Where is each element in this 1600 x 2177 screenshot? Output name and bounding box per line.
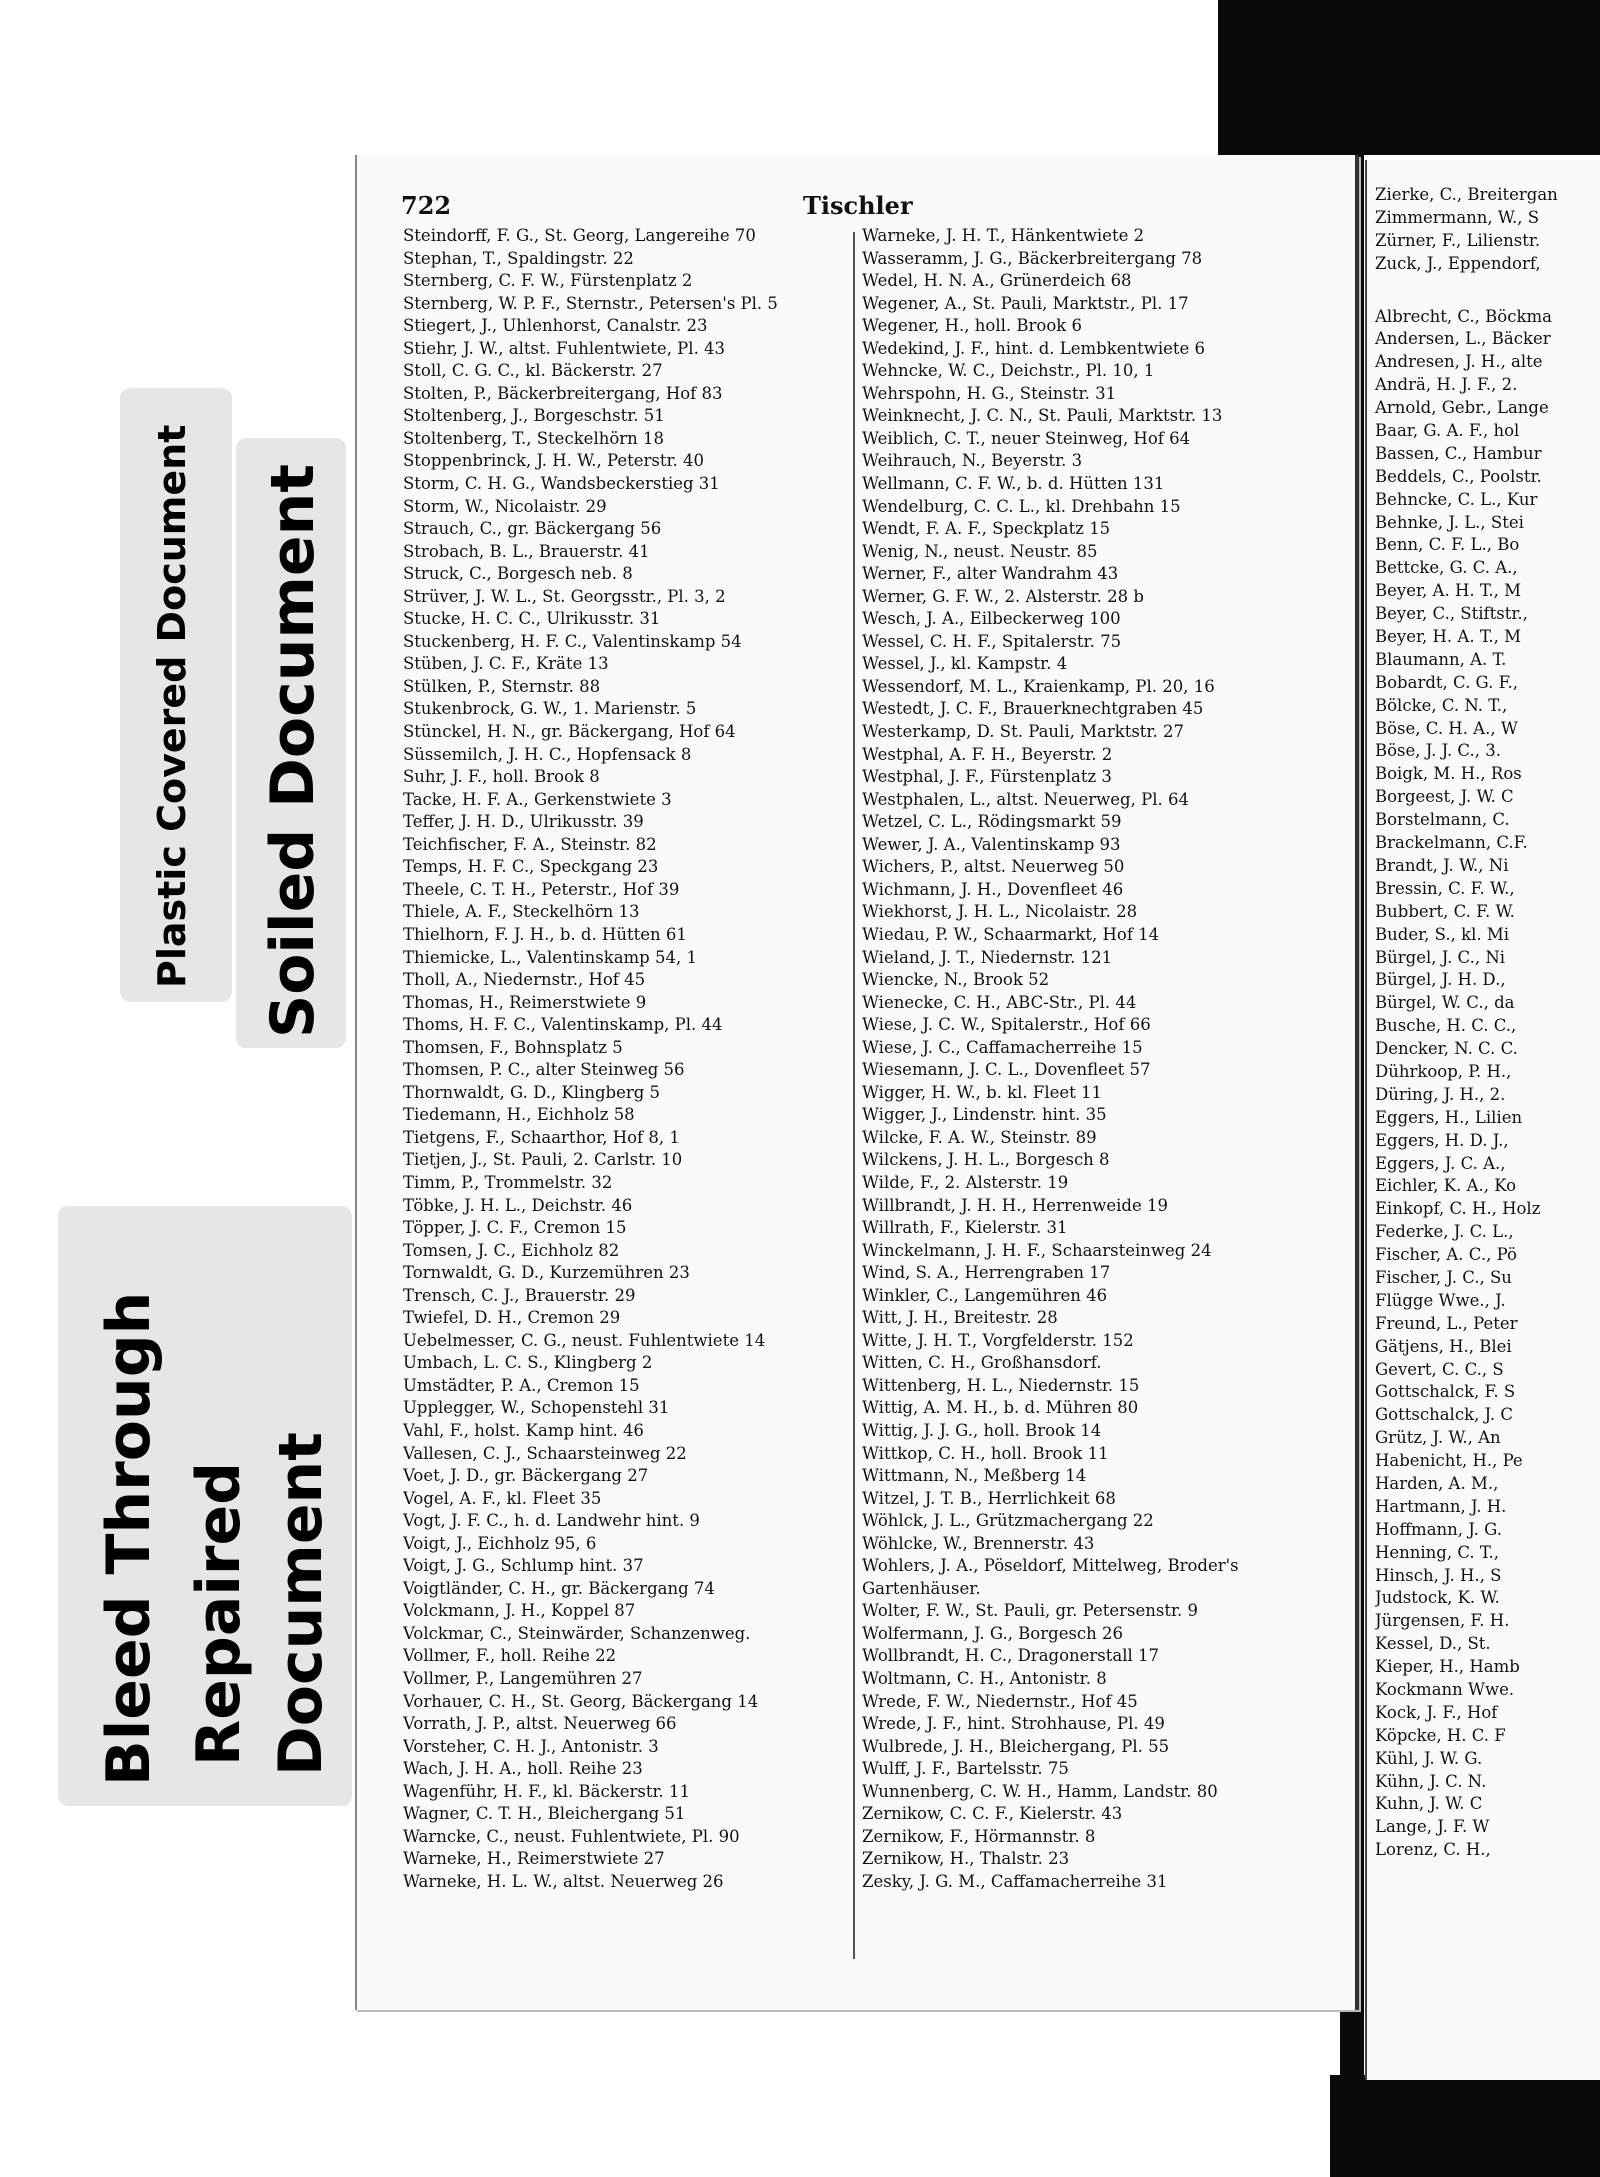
directory-entry: Thomas, H., Reimerstwiete 9 xyxy=(403,992,647,1012)
next-page-entry: Henning, C. T., xyxy=(1375,1542,1499,1562)
directory-entry: Struck, C., Borgesch neb. 8 xyxy=(403,564,633,584)
next-page-entry: Kuhn, J. W. C xyxy=(1375,1794,1483,1814)
next-page-entry: Freund, L., Peter xyxy=(1375,1313,1518,1333)
directory-entry: Wessel, J., kl. Kampstr. 4 xyxy=(862,654,1068,674)
directory-entry: Wegener, A., St. Pauli, Marktstr., Pl. 17 xyxy=(862,293,1189,313)
directory-entry: Wichers, P., altst. Neuerweg 50 xyxy=(862,857,1125,877)
directory-entry: Wohlers, J. A., Pöseldorf, Mittelweg, Broder's xyxy=(862,1556,1239,1576)
directory-entry: Wind, S. A., Herrengraben 17 xyxy=(862,1263,1111,1283)
bleed-repaired-label-card xyxy=(58,1206,352,1806)
next-page-entry: Federke, J. C. L., xyxy=(1375,1222,1514,1242)
directory-entry: Strobach, B. L., Brauerstr. 41 xyxy=(403,541,650,561)
directory-entry: Vallesen, C. J., Schaarsteinweg 22 xyxy=(403,1443,687,1463)
directory-entry: Stoll, C. G. C., kl. Bäckerstr. 27 xyxy=(403,361,663,381)
directory-entry: Wiencke, N., Brook 52 xyxy=(862,970,1050,990)
next-page-entry: Gätjens, H., Blei xyxy=(1375,1336,1512,1356)
directory-entry: Wetzel, C. L., Rödingsmarkt 59 xyxy=(862,812,1122,832)
next-page-entry: Harden, A. M., xyxy=(1375,1473,1499,1493)
next-page-entry: Bölcke, C. N. T., xyxy=(1375,695,1508,715)
directory-entry: Vollmer, F., holl. Reihe 22 xyxy=(403,1646,617,1666)
directory-entry: Westphal, A. F. H., Beyerstr. 2 xyxy=(862,744,1113,764)
directory-entry: Wrede, F. W., Niedernstr., Hof 45 xyxy=(862,1691,1138,1711)
directory-entry: Voigt, J. G., Schlump hint. 37 xyxy=(403,1556,644,1576)
next-page-entry: Bürgel, J. C., Ni xyxy=(1375,947,1506,967)
next-page-entry: Flügge Wwe., J. xyxy=(1375,1290,1506,1310)
directory-entry: Wach, J. H. A., holl. Reihe 23 xyxy=(403,1759,643,1779)
directory-entry: Stülken, P., Sternstr. 88 xyxy=(403,676,601,696)
directory-entry: Wedekind, J. F., hint. d. Lembkentwiete 6 xyxy=(862,338,1206,358)
directory-entry: Stolten, P., Bäckerbreitergang, Hof 83 xyxy=(403,383,723,403)
directory-entry: Trensch, C. J., Brauerstr. 29 xyxy=(403,1285,636,1305)
bleed-through-label: Bleed Through xyxy=(94,1291,164,1786)
repaired-label: Repaired xyxy=(184,1461,254,1766)
next-page-entry: Benn, C. F. L., Bo xyxy=(1375,535,1520,555)
next-page-entry: Beyer, H. A. T., M xyxy=(1375,627,1522,647)
next-page-entry: Albrecht, C., Böckma xyxy=(1375,306,1552,326)
next-page-entry: Hartmann, J. H. xyxy=(1375,1496,1507,1516)
next-page-entry: Zimmermann, W., S xyxy=(1375,207,1540,227)
next-page-entry: Borgeest, J. W. C xyxy=(1375,787,1514,807)
next-page-entry: Zürner, F., Lilienstr. xyxy=(1375,230,1541,250)
directory-entry: Gartenhäuser. xyxy=(862,1578,981,1598)
next-page-entry: Bürgel, J. H. D., xyxy=(1375,970,1506,990)
directory-entry: Wasseramm, J. G., Bäckerbreitergang 78 xyxy=(862,248,1203,268)
repaired-document-label: Document xyxy=(266,1432,336,1776)
directory-entry: Twiefel, D. H., Cremon 29 xyxy=(403,1308,621,1328)
directory-entry: Wesch, J. A., Eilbeckerweg 100 xyxy=(862,609,1121,629)
next-page-entry: Hoffmann, J. G. xyxy=(1375,1519,1502,1539)
directory-entry: Stoppenbrinck, J. H. W., Peterstr. 40 xyxy=(403,451,705,471)
directory-entry: Teichfischer, F. A., Steinstr. 82 xyxy=(403,834,657,854)
page-number: 722 xyxy=(401,191,452,220)
right-entry-column xyxy=(862,225,1239,1893)
next-page-entry: Bassen, C., Hambur xyxy=(1375,443,1542,463)
next-page-column xyxy=(1375,184,1558,1862)
next-page-entry: Dührkoop, P. H., xyxy=(1375,1061,1512,1081)
directory-entry: Wöhlcke, W., Brennerstr. 43 xyxy=(862,1533,1095,1553)
directory-entry: Volckmar, C., Steinwärder, Schanzenweg. xyxy=(403,1623,751,1643)
directory-entry: Tietgens, F., Schaarthor, Hof 8, 1 xyxy=(403,1127,680,1147)
soiled-label-card xyxy=(236,438,346,1048)
directory-entry: Zernikow, C. C. F., Kielerstr. 43 xyxy=(862,1804,1123,1824)
directory-entry: Wittig, J. J. G., holl. Brook 14 xyxy=(862,1420,1102,1440)
directory-entry: Westerkamp, D. St. Pauli, Marktstr. 27 xyxy=(862,722,1184,742)
next-page-entry: Eichler, K. A., Ko xyxy=(1375,1176,1517,1196)
directory-entry: Stünckel, H. N., gr. Bäckergang, Hof 64 xyxy=(403,722,736,742)
next-page-entry: Kock, J. F., Hof xyxy=(1375,1702,1498,1722)
next-page-entry: Jürgensen, F. H. xyxy=(1375,1611,1510,1631)
directory-entry: Thoms, H. F. C., Valentinskamp, Pl. 44 xyxy=(403,1015,723,1035)
next-page-entry: Beyer, A. H. T., M xyxy=(1375,581,1522,601)
directory-entry: Stüben, J. C. F., Kräte 13 xyxy=(403,654,609,674)
directory-entry: Storm, W., Nicolaistr. 29 xyxy=(403,496,607,516)
directory-entry: Wiese, J. C. W., Spitalerstr., Hof 66 xyxy=(862,1015,1151,1035)
next-page-entry: Bobardt, C. G. F., xyxy=(1375,672,1519,692)
next-page-entry: Einkopf, C. H., Holz xyxy=(1375,1199,1541,1219)
directory-entry: Willrath, F., Kielerstr. 31 xyxy=(862,1218,1068,1238)
next-page-entry: Bettcke, G. C. A., xyxy=(1375,558,1518,578)
directory-entry: Umstädter, P. A., Cremon 15 xyxy=(403,1375,640,1395)
directory-entry: Wittenberg, H. L., Niedernstr. 15 xyxy=(862,1375,1140,1395)
next-page-entry: Habenicht, H., Pe xyxy=(1375,1451,1523,1471)
directory-entry: Töbke, J. H. L., Deichstr. 46 xyxy=(403,1195,633,1215)
next-page-entry: Andrä, H. J. F., 2. xyxy=(1375,375,1518,395)
directory-entry: Stoltenberg, J., Borgeschstr. 51 xyxy=(403,406,665,426)
next-page-entry: Lorenz, C. H., xyxy=(1375,1840,1491,1860)
next-page-entry: Dencker, N. C. C. xyxy=(1375,1039,1518,1059)
next-page-entry xyxy=(1375,276,1558,306)
directory-entry: Wienecke, C. H., ABC-Str., Pl. 44 xyxy=(862,992,1137,1012)
directory-entry: Wewer, J. A., Valentinskamp 93 xyxy=(862,834,1121,854)
next-page-entry: Andersen, L., Bäcker xyxy=(1375,329,1551,349)
directory-entry: Steindorff, F. G., St. Georg, Langereihe 70 xyxy=(403,226,756,245)
directory-entry: Stuckenberg, H. F. C., Valentinskamp 54 xyxy=(403,631,742,651)
directory-entry: Tiedemann, H., Eichholz 58 xyxy=(403,1105,635,1125)
directory-entry: Westedt, J. C. F., Brauerknechtgraben 45 xyxy=(862,699,1204,719)
directory-entry: Volckmann, J. H., Koppel 87 xyxy=(403,1601,636,1621)
soiled-label: Soiled Document xyxy=(258,463,328,1038)
next-page-entry: Borstelmann, C. xyxy=(1375,810,1510,830)
directory-entry: Strüver, J. W. L., St. Georgsstr., Pl. 3, 2 xyxy=(403,586,726,606)
left-entry-column xyxy=(403,225,778,1893)
directory-entry: Zesky, J. G. M., Caffamacherreihe 31 xyxy=(862,1871,1168,1891)
directory-entry: Süssemilch, J. H. C., Hopfensack 8 xyxy=(403,744,692,764)
directory-entry: Wiedau, P. W., Schaarmarkt, Hof 14 xyxy=(862,924,1160,944)
scan-border-bottom xyxy=(1330,2075,1600,2177)
directory-entry: Wigger, H. W., b. kl. Fleet 11 xyxy=(862,1082,1103,1102)
directory-entry: Witte, J. H. T., Vorgfelderstr. 152 xyxy=(862,1330,1134,1350)
next-page-entry: Kockmann Wwe. xyxy=(1375,1680,1515,1699)
directory-entry: Wenig, N., neust. Neustr. 85 xyxy=(862,541,1098,561)
next-page-entry: Böse, C. H. A., W xyxy=(1375,718,1518,738)
directory-entry: Wiese, J. C., Caffamacherreihe 15 xyxy=(862,1037,1143,1057)
directory-entry: Wendelburg, C. C. L., kl. Drehbahn 15 xyxy=(862,496,1181,516)
page-title: Tischler xyxy=(803,191,913,220)
directory-entry: Tietjen, J., St. Pauli, 2. Carlstr. 10 xyxy=(403,1150,683,1170)
directory-entry: Strauch, C., gr. Bäckergang 56 xyxy=(403,519,662,539)
next-page-entry: Behnke, J. L., Stei xyxy=(1375,512,1524,532)
directory-entry: Weinknecht, J. C. N., St. Pauli, Marktstr. 13 xyxy=(862,406,1223,426)
directory-entry: Wessendorf, M. L., Kraienkamp, Pl. 20, 16 xyxy=(862,676,1215,696)
next-page-entry: Lange, J. F. W xyxy=(1375,1817,1490,1837)
directory-entry: Willbrandt, J. H. H., Herrenweide 19 xyxy=(862,1195,1168,1215)
directory-entry: Voigtländer, C. H., gr. Bäckergang 74 xyxy=(403,1578,715,1598)
next-page-entry: Andresen, J. H., alte xyxy=(1375,352,1543,372)
next-page-entry: Bubbert, C. F. W. xyxy=(1375,901,1515,921)
directory-entry: Voigt, J., Eichholz 95, 6 xyxy=(403,1533,597,1553)
directory-entry: Stephan, T., Spaldingstr. 22 xyxy=(403,248,634,268)
directory-entry: Töpper, J. C. F., Cremon 15 xyxy=(403,1218,627,1238)
directory-entry: Wöhlck, J. L., Grützmachergang 22 xyxy=(862,1511,1154,1531)
directory-entry: Thiemicke, L., Valentinskamp 54, 1 xyxy=(403,947,697,967)
directory-entry: Wessel, C. H. F., Spitalerstr. 75 xyxy=(862,631,1122,651)
directory-entry: Wittkop, C. H., holl. Brook 11 xyxy=(862,1443,1109,1463)
directory-entry: Stoltenberg, T., Steckelhörn 18 xyxy=(403,428,665,448)
directory-entry: Weihrauch, N., Beyerstr. 3 xyxy=(862,451,1083,471)
next-page-entry: Buder, S., kl. Mi xyxy=(1375,924,1510,944)
directory-entry: Westphal, J. F., Fürstenplatz 3 xyxy=(862,767,1112,787)
directory-entry: Werner, F., alter Wandrahm 43 xyxy=(862,564,1119,584)
next-page-entry: Kühl, J. W. G. xyxy=(1375,1748,1483,1768)
next-page-entry: Kieper, H., Hamb xyxy=(1375,1657,1520,1677)
next-page-entry: Gevert, C. C., S xyxy=(1375,1359,1504,1379)
directory-entry: Stiehr, J. W., altst. Fuhlentwiete, Pl. 43 xyxy=(403,338,726,358)
directory-entry: Wrede, J. F., hint. Strohhause, Pl. 49 xyxy=(862,1714,1165,1734)
directory-entry: Timm, P., Trommelstr. 32 xyxy=(403,1172,613,1192)
next-page-entry: Zierke, C., Breitergan xyxy=(1375,185,1558,204)
directory-entry: Stucke, H. C. C., Ulrikusstr. 31 xyxy=(403,609,661,629)
directory-entry: Wellmann, C. F. W., b. d. Hütten 131 xyxy=(862,474,1165,494)
directory-entry: Winckelmann, J. H. F., Schaarsteinweg 24 xyxy=(862,1240,1212,1260)
directory-entry: Umbach, L. C. S., Klingberg 2 xyxy=(403,1353,653,1373)
directory-entry: Woltmann, C. H., Antonistr. 8 xyxy=(862,1669,1107,1688)
directory-entry: Stukenbrock, G. W., 1. Marienstr. 5 xyxy=(403,699,697,719)
next-page-entry: Boigk, M. H., Ros xyxy=(1375,764,1522,784)
next-page-entry: Gottschalck, F. S xyxy=(1375,1382,1516,1402)
next-page-entry: Eggers, J. C. A., xyxy=(1375,1153,1506,1173)
next-page-entry: Blaumann, A. T. xyxy=(1375,649,1507,669)
directory-entry: Werner, G. F. W., 2. Alsterstr. 28 b xyxy=(862,586,1144,606)
directory-entry: Thomsen, F., Bohnsplatz 5 xyxy=(403,1037,623,1057)
directory-entry: Voet, J. D., gr. Bäckergang 27 xyxy=(403,1466,649,1486)
directory-entry: Wittig, A. M. H., b. d. Mühren 80 xyxy=(862,1398,1139,1418)
directory-entry: Westphalen, L., altst. Neuerweg, Pl. 64 xyxy=(862,789,1189,809)
directory-entry: Tholl, A., Niedernstr., Hof 45 xyxy=(403,970,646,990)
directory-entry: Warneke, H., Reimerstwiete 27 xyxy=(403,1849,665,1869)
directory-entry: Tacke, H. F. A., Gerkenstwiete 3 xyxy=(403,789,672,809)
directory-entry: Witzel, J. T. B., Herrlichkeit 68 xyxy=(862,1488,1116,1508)
directory-entry: Thiele, A. F., Steckelhörn 13 xyxy=(403,902,640,922)
next-page-entry: Busche, H. C. C., xyxy=(1375,1016,1517,1036)
directory-entry: Vahl, F., holst. Kamp hint. 46 xyxy=(403,1420,644,1440)
next-page-entry: Bressin, C. F. W., xyxy=(1375,878,1515,898)
next-page-entry: Beddels, C., Poolstr. xyxy=(1375,466,1542,486)
next-page-entry: Brackelmann, C.F. xyxy=(1375,833,1528,853)
directory-entry: Wieland, J. T., Niedernstr. 121 xyxy=(862,947,1113,967)
next-page-partial xyxy=(1365,160,1600,2080)
next-page-entry: Böse, J. J. C., 3. xyxy=(1375,741,1501,761)
next-page-entry: Eggers, H. D. J., xyxy=(1375,1130,1509,1150)
next-page-entry: Arnold, Gebr., Lange xyxy=(1375,398,1549,418)
directory-entry: Witt, J. H., Breitestr. 28 xyxy=(862,1308,1058,1328)
directory-entry: Wiekhorst, J. H. L., Nicolaistr. 28 xyxy=(862,902,1138,922)
directory-entry: Thielhorn, F. J. H., b. d. Hütten 61 xyxy=(403,924,687,944)
directory-entry: Wigger, J., Lindenstr. hint. 35 xyxy=(862,1105,1107,1125)
directory-entry: Winkler, C., Langemühren 46 xyxy=(862,1285,1108,1305)
directory-entry: Wilde, F., 2. Alsterstr. 19 xyxy=(862,1172,1069,1192)
plastic-covered-label-card xyxy=(120,388,232,1002)
directory-entry: Vorsteher, C. H. J., Antonistr. 3 xyxy=(403,1736,659,1756)
directory-entry: Wagenführ, H. F., kl. Bäckerstr. 11 xyxy=(403,1781,691,1801)
directory-entry: Weiblich, C. T., neuer Steinweg, Hof 64 xyxy=(862,428,1191,448)
directory-entry: Wedel, H. N. A., Grünerdeich 68 xyxy=(862,271,1132,291)
directory-entry: Thornwaldt, G. D., Klingberg 5 xyxy=(403,1082,661,1102)
plastic-covered-label: Plastic Covered Document xyxy=(150,424,194,988)
directory-entry: Zernikow, F., Hörmannstr. 8 xyxy=(862,1826,1096,1846)
next-page-entry: Bürgel, W. C., da xyxy=(1375,993,1515,1013)
directory-entry: Vollmer, P., Langemühren 27 xyxy=(403,1669,643,1688)
directory-entry: Uebelmesser, C. G., neust. Fuhlentwiete 14 xyxy=(403,1330,766,1350)
next-page-entry: Eggers, H., Lilien xyxy=(1375,1107,1523,1127)
directory-entry: Teffer, J. H. D., Ulrikusstr. 39 xyxy=(403,812,644,832)
directory-entry: Wolter, F. W., St. Pauli, gr. Petersenstr. 9 xyxy=(862,1601,1199,1621)
next-page-entry: Baar, G. A. F., hol xyxy=(1375,421,1520,441)
next-page-entry: Zuck, J., Eppendorf, xyxy=(1375,253,1541,273)
directory-entry: Wulff, J. F., Bartelsstr. 75 xyxy=(862,1759,1069,1779)
directory-entry: Warneke, J. H. T., Hänkentwiete 2 xyxy=(862,226,1145,245)
directory-entry: Wehncke, W. C., Deichstr., Pl. 10, 1 xyxy=(862,361,1155,381)
directory-entry: Vorhauer, C. H., St. Georg, Bäckergang 14 xyxy=(403,1691,759,1711)
directory-entry: Tomsen, J. C., Eichholz 82 xyxy=(403,1240,620,1260)
directory-entry: Vogel, A. F., kl. Fleet 35 xyxy=(403,1488,602,1508)
next-page-entry: Beyer, C., Stiftstr., xyxy=(1375,604,1528,624)
directory-entry: Wegener, H., holl. Brook 6 xyxy=(862,316,1083,336)
next-page-entry: Brandt, J. W., Ni xyxy=(1375,855,1509,875)
directory-entry: Wolfermann, J. G., Borgesch 26 xyxy=(862,1623,1124,1643)
next-page-entry: Gottschalck, J. C xyxy=(1375,1405,1514,1425)
directory-entry: Wunnenberg, C. W. H., Hamm, Landstr. 80 xyxy=(862,1781,1218,1801)
directory-entry: Wichmann, J. H., Dovenfleet 46 xyxy=(862,879,1124,899)
directory-entry: Suhr, J. F., holl. Brook 8 xyxy=(403,767,600,787)
directory-entry: Vogt, J. F. C., h. d. Landwehr hint. 9 xyxy=(403,1511,700,1531)
column-divider xyxy=(853,232,855,1959)
directory-entry: Upplegger, W., Schopenstehl 31 xyxy=(403,1398,670,1418)
directory-entry: Temps, H. F. C., Speckgang 23 xyxy=(403,857,659,877)
directory-entry: Witten, C. H., Großhansdorf. xyxy=(862,1353,1102,1373)
scan-border-top xyxy=(1218,0,1600,155)
next-page-entry: Hinsch, J. H., S xyxy=(1375,1565,1502,1585)
next-page-entry: Düring, J. H., 2. xyxy=(1375,1084,1506,1104)
directory-entry: Theele, C. T. H., Peterstr., Hof 39 xyxy=(403,879,680,899)
directory-entry: Wittmann, N., Meßberg 14 xyxy=(862,1466,1087,1486)
directory-entry: Sternberg, C. F. W., Fürstenplatz 2 xyxy=(403,271,693,291)
next-page-entry: Grütz, J. W., An xyxy=(1375,1428,1501,1448)
directory-entry: Vorrath, J. P., altst. Neuerweg 66 xyxy=(403,1714,677,1734)
directory-entry: Stiegert, J., Uhlenhorst, Canalstr. 23 xyxy=(403,316,708,336)
next-page-entry: Kühn, J. C. N. xyxy=(1375,1771,1487,1791)
directory-entry: Wollbrandt, H. C., Dragonerstall 17 xyxy=(862,1646,1160,1666)
next-page-entry: Fischer, J. C., Su xyxy=(1375,1267,1512,1287)
next-page-entry: Judstock, K. W. xyxy=(1375,1588,1500,1608)
directory-entry: Tornwaldt, G. D., Kurzemühren 23 xyxy=(403,1263,690,1283)
directory-entry: Wilckens, J. H. L., Borgesch 8 xyxy=(862,1150,1110,1170)
directory-entry: Wehrspohn, H. G., Steinstr. 31 xyxy=(862,383,1117,403)
directory-entry: Wulbrede, J. H., Bleichergang, Pl. 55 xyxy=(862,1736,1170,1756)
next-page-entry: Behncke, C. L., Kur xyxy=(1375,489,1538,509)
directory-entry: Sternberg, W. P. F., Sternstr., Petersen's Pl. 5 xyxy=(403,293,778,313)
directory-entry: Warneke, H. L. W., altst. Neuerweg 26 xyxy=(403,1871,724,1891)
directory-entry: Zernikow, H., Thalstr. 23 xyxy=(862,1849,1070,1869)
directory-entry: Thomsen, P. C., alter Steinweg 56 xyxy=(403,1060,685,1080)
directory-entry: Wendt, F. A. F., Speckplatz 15 xyxy=(862,519,1111,539)
next-page-entry: Köpcke, H. C. F xyxy=(1375,1725,1506,1745)
directory-entry: Warncke, C., neust. Fuhlentwiete, Pl. 90 xyxy=(403,1826,740,1846)
next-page-entry: Fischer, A. C., Pö xyxy=(1375,1245,1517,1265)
next-page-entry: Kessel, D., St. xyxy=(1375,1634,1491,1654)
directory-entry: Wagner, C. T. H., Bleichergang 51 xyxy=(403,1804,686,1824)
directory-entry: Storm, C. H. G., Wandsbeckerstieg 31 xyxy=(403,474,720,494)
directory-page xyxy=(355,155,1359,2010)
directory-entry: Wilcke, F. A. W., Steinstr. 89 xyxy=(862,1127,1097,1147)
directory-entry: Wiesemann, J. C. L., Dovenfleet 57 xyxy=(862,1060,1151,1080)
